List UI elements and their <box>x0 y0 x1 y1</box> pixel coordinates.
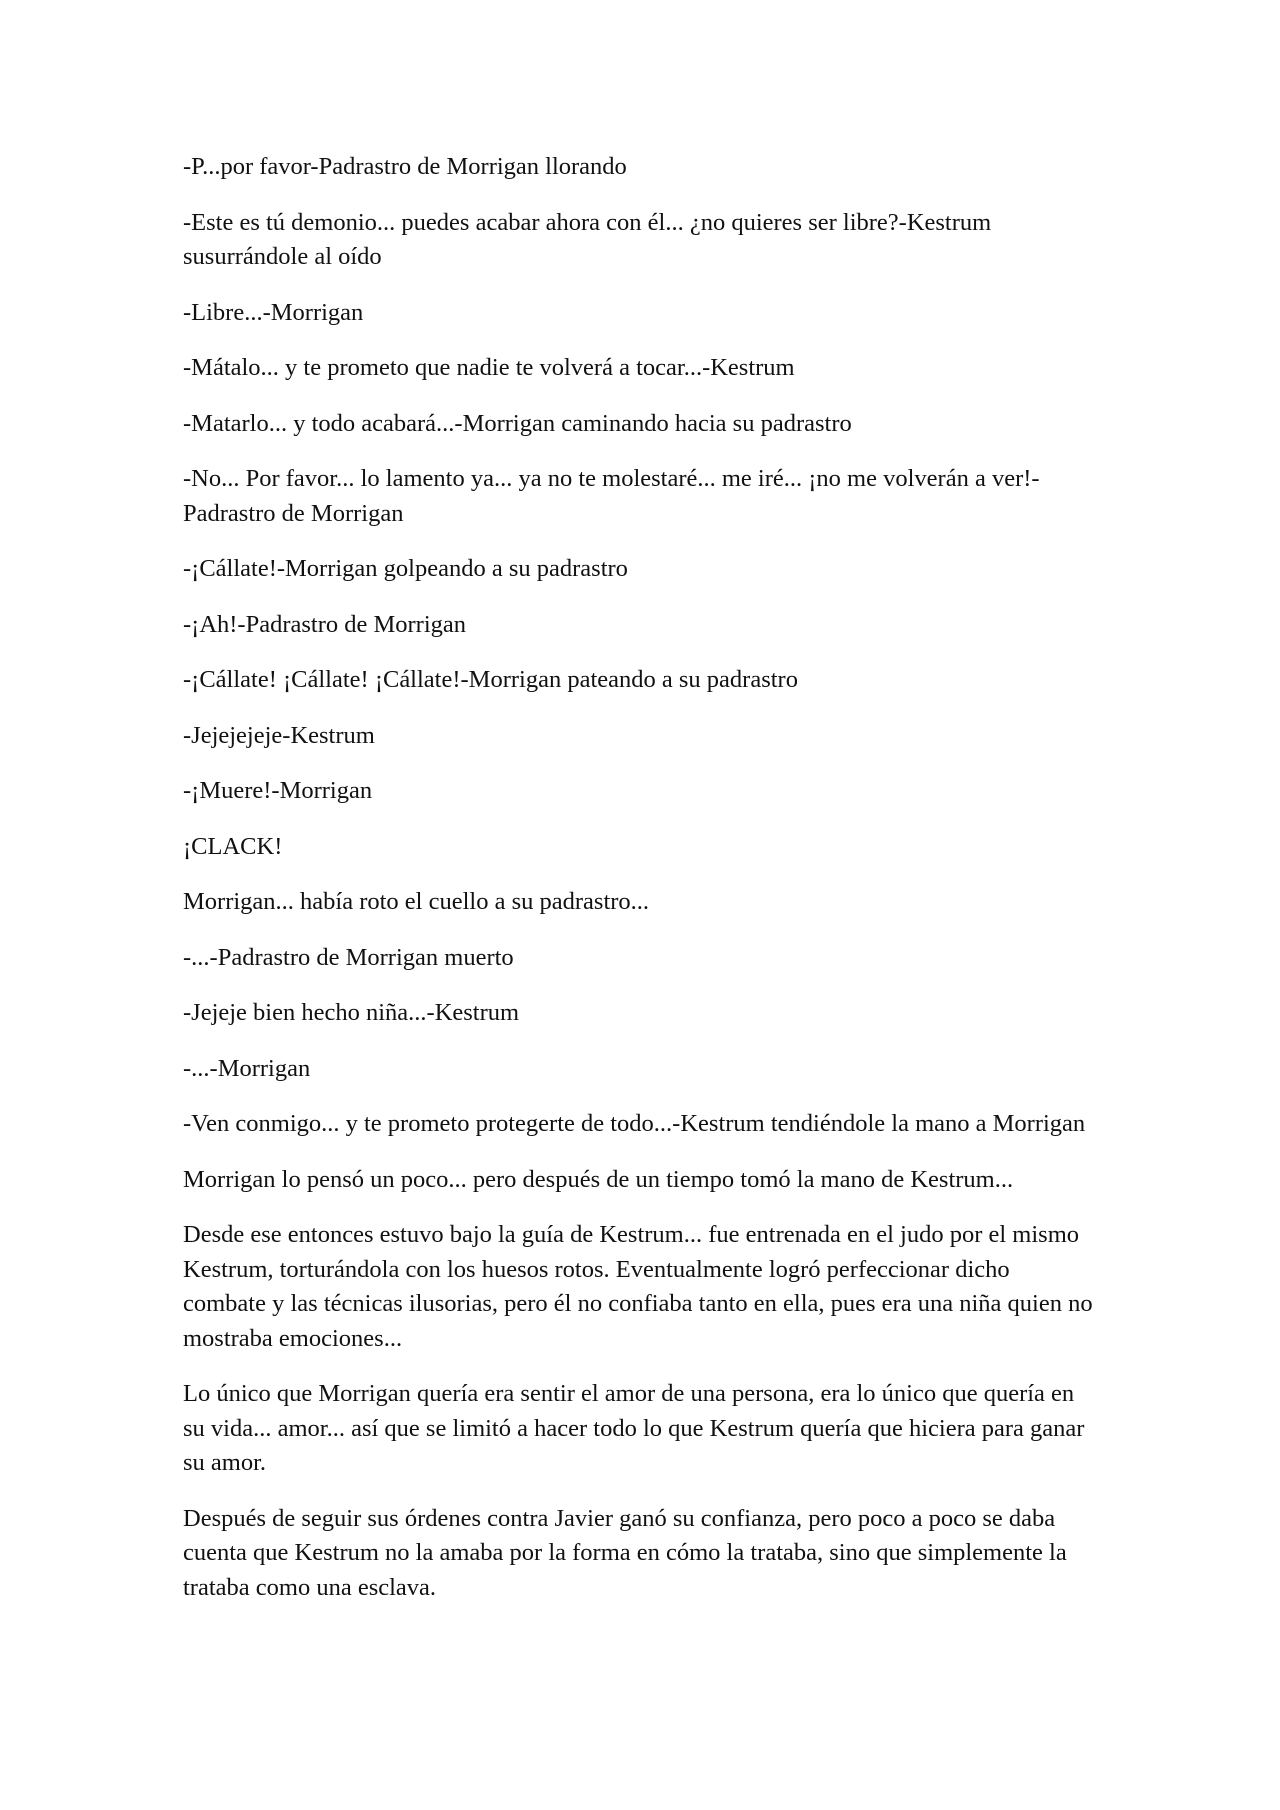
paragraph: -Este es tú demonio... puedes acabar ahora con él... ¿no quieres ser libre?-Kestrum susurrándole al oído <box>183 208 992 270</box>
paragraph: Morrigan... había roto el cuello a su padrastro... <box>183 888 650 915</box>
paragraph: -¡Cállate!-Morrigan golpeando a su padrastro <box>183 555 628 582</box>
paragraph: -...-Morrigan <box>183 1054 311 1082</box>
paragraph: ¡CLACK! <box>183 832 283 860</box>
document-page <box>183 150 1098 1626</box>
paragraph: Morrigan lo pensó un poco... pero después de un tiempo tomó la mano de Kestrum... <box>183 1165 1014 1193</box>
paragraph: -Ven conmigo... y te prometo protegerte de todo...-Kestrum tendiéndole la mano a Morrigan <box>183 1110 1086 1137</box>
paragraph: -¡Cállate! ¡Cállate! ¡Cállate!-Morrigan pateando a su padrastro <box>183 666 798 693</box>
paragraph: -No... Por favor... lo lamento ya... ya no te molestaré... me iré... ¡no me volverán a ver!-Padrastro de Morrigan <box>183 465 1040 527</box>
paragraph: -Jejeje bien hecho niña...-Kestrum <box>183 999 520 1026</box>
paragraph: -Jejejejeje-Kestrum <box>183 721 375 749</box>
paragraph: -Libre...-Morrigan <box>183 298 364 326</box>
paragraph: -P...por favor-Padrastro de Morrigan llorando <box>183 153 627 180</box>
paragraph: -...-Padrastro de Morrigan muerto <box>183 943 514 971</box>
paragraph: Después de seguir sus órdenes contra Javier ganó su confianza, pero poco a poco se daba cuenta que Kestrum no la amaba por la forma en cómo la trataba, sino que simplemente la trataba como una esclava. <box>183 1504 1067 1601</box>
paragraph: -¡Muere!-Morrigan <box>183 777 373 804</box>
paragraph: Lo único que Morrigan quería era sentir el amor de una persona, era lo único que quería en su vida... amor... así que se limitó a hacer todo lo que Kestrum quería que hiciera para ganar su amor. <box>183 1380 1085 1476</box>
paragraph: -Mátalo... y te prometo que nadie te volverá a tocar...-Kestrum <box>183 354 795 381</box>
paragraph: -Matarlo... y todo acabará...-Morrigan caminando hacia su padrastro <box>183 409 852 437</box>
paragraph: Desde ese entonces estuvo bajo la guía de Kestrum... fue entrenada en el judo por el mismo Kestrum, torturándola con los huesos rotos. Eventualmente logró perfeccionar dicho combate y las técnicas ilusorias, pero él no confiaba tanto en ella, pues era una niña quien no mostraba emociones... <box>183 1221 1093 1352</box>
paragraph: -¡Ah!-Padrastro de Morrigan <box>183 610 467 638</box>
